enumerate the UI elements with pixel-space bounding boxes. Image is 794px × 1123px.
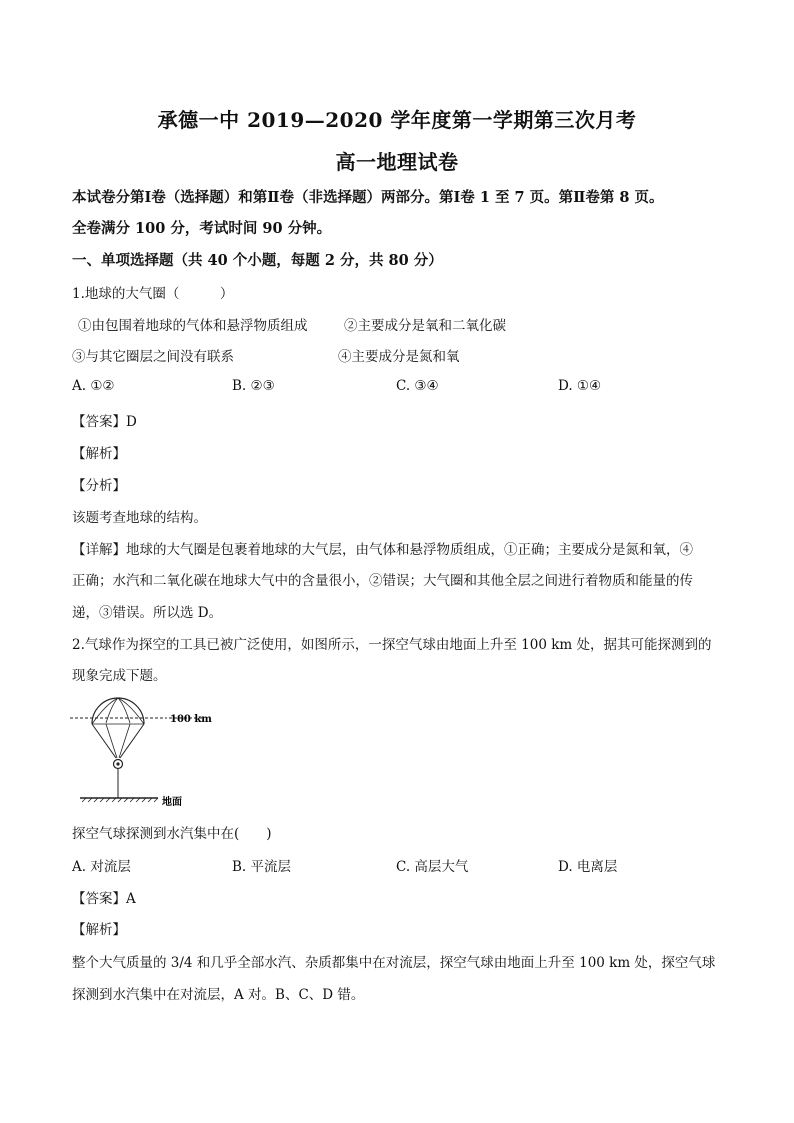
q1-detail-line-1: 【详解】地球的大气圈是包裹着地球的大气层，由气体和悬浮物质组成，①正确；主要成分是氮和氧，④ [72,542,693,558]
exam-title: 承德一中 2019—2020 学年度第一学期第三次月考 [157,108,637,132]
q2-stem-line-1: 2.气球作为探空的工具已被广泛使用，如图所示，一探空气球由地面上升至 100 km 处，据其可能探测到的 [72,637,712,653]
q1-jiexi-label: 【解析】 [72,446,126,462]
q2-jiexi-label: 【解析】 [72,922,126,938]
cord-mid-left [106,724,117,758]
q1-fenxi-text: 该题考查地球的结构。 [72,510,207,526]
balloon-diagram-svg [70,690,230,810]
q1-item-4: ④主要成分是氮和氧 [338,349,460,365]
q1-item-1: ①由包围着地球的气体和悬浮物质组成 [78,318,308,334]
cord-right [120,724,144,758]
q1-option-a: A. ①② [72,378,115,394]
q1-option-b: B. ②③ [232,378,275,394]
cord-mid-right [119,724,130,758]
intro-line-2: 全卷满分 100 分，考试时间 90 分钟。 [72,220,332,237]
q1-option-c: C. ③④ [396,378,439,394]
q1-stem: 1.地球的大气圈（ ） [72,286,234,302]
section-heading: 一、单项选择题（共 40 个小题，每题 2 分，共 80 分） [72,252,443,269]
balloon-diagram [70,690,230,810]
q2-option-d: D. 电离层 [558,859,618,875]
q2-sub-question: 探空气球探测到水汽集中在( ) [72,826,272,842]
q1-option-d: D. ①④ [558,378,602,394]
exam-subtitle: 高一地理试卷 [335,150,459,174]
q2-option-b: B. 平流层 [232,859,292,875]
q1-detail-line-2: 正确；水汽和二氧化碳在地球大气中的含量很小，②错误；大气圈和其他全层之间进行着物质和能量的传 [72,573,693,589]
q2-explain-line-1: 整个大气质量的 3/4 和几乎全部水汽、杂质都集中在对流层，探空气球由地面上升至 100 km 处，探空气球 [72,955,716,971]
intro-line-1: 本试卷分第Ⅰ卷（选择题）和第Ⅱ卷（非选择题）两部分。第Ⅰ卷 1 至 7 页。第Ⅱ卷第 8 页。 [72,189,664,206]
q2-explain-line-2: 探测到水汽集中在对流层，A 对。B、C、D 错。 [72,987,365,1003]
q1-detail-line-3: 递，③错误。所以选 D。 [72,605,223,621]
label-100km: 100 km [170,714,212,725]
q1-item-3: ③与其它圈层之间没有联系 [72,349,234,365]
q1-fenxi-label: 【分析】 [72,478,126,494]
label-ground: 地面 [162,797,182,808]
q1-item-2: ②主要成分是氧和二氧化碳 [344,318,506,334]
q2-stem-line-2: 现象完成下题。 [72,668,167,684]
q1-answer: 【答案】D [72,414,137,430]
q2-option-c: C. 高层大气 [396,859,469,875]
balloon-canopy [92,698,144,724]
q2-option-a: A. 对流层 [72,859,131,875]
q2-answer: 【答案】A [72,891,136,907]
cord-left [92,724,116,758]
payload-dot [116,762,119,765]
